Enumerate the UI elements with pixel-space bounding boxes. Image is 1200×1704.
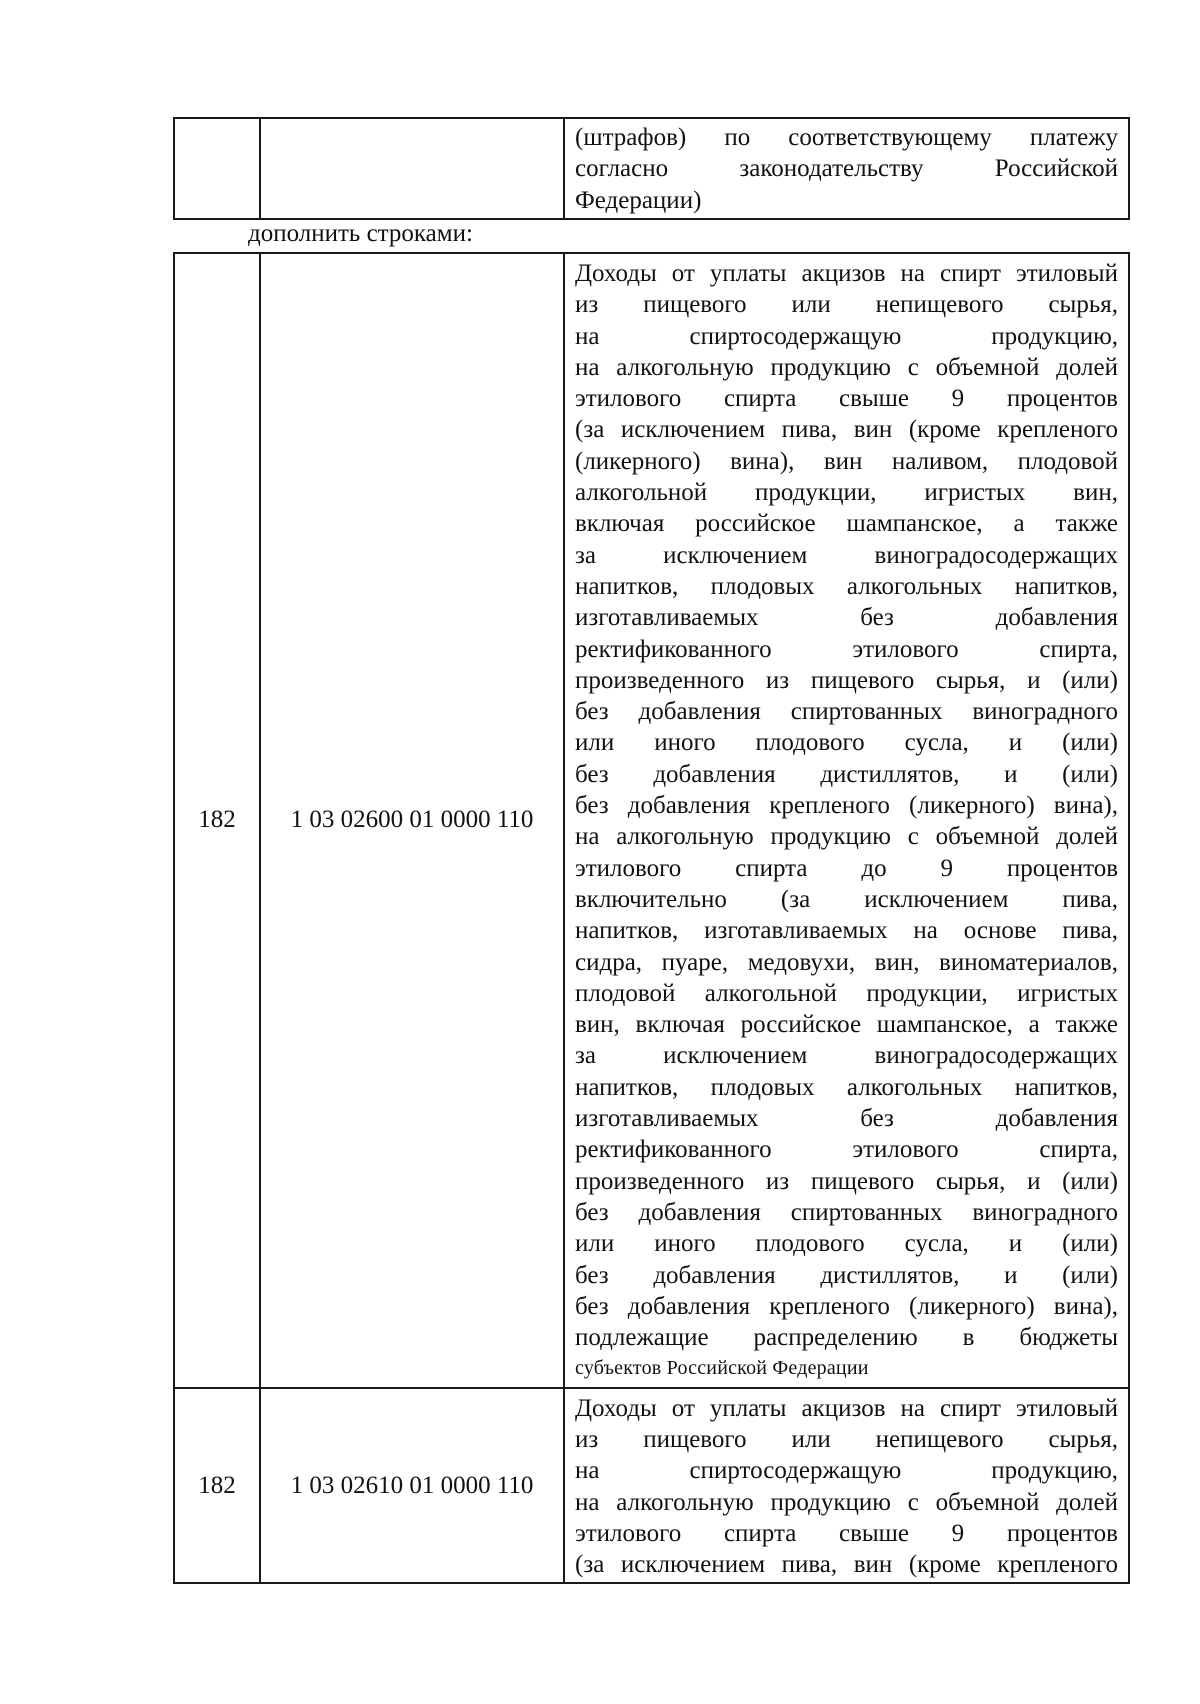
description-line: включая российское шампанское, а также <box>575 510 1118 538</box>
description-cell <box>564 1388 1129 1584</box>
description-line: алкогольной продукции, игристых вин, <box>575 479 1118 507</box>
description-line: ректификованного этилового спирта, <box>575 635 1118 663</box>
instruction-text: дополнить строками: <box>248 220 473 247</box>
description-line: вин, включая российское шампанское, а также <box>575 1011 1118 1039</box>
row-number-cell: 182 <box>174 253 260 1388</box>
table-row <box>174 253 1129 1388</box>
description-cell <box>564 118 1129 219</box>
description-line: изготавливаемых без добавления <box>575 1105 1118 1133</box>
description-line: или иного плодового сусла, и (или) <box>575 729 1118 757</box>
code-cell: 1 03 02600 01 0000 110 <box>260 253 564 1388</box>
description-line: согласно законодательству Российской <box>575 155 1118 183</box>
description-line: за исключением виноградосодержащих <box>575 1042 1118 1070</box>
description-line: Федерации) <box>575 186 702 214</box>
description-line: (за исключением пива, вин (кроме крепленого <box>575 1551 1118 1579</box>
description-line: напитков, плодовых алкогольных напитков, <box>575 1073 1118 1101</box>
description-line: на алкогольную продукцию с объемной долей <box>575 353 1118 381</box>
description-line: без добавления дистиллятов, и (или) <box>575 1261 1118 1289</box>
description-line: без добавления спиртованных виноградного <box>575 698 1118 726</box>
description-line: напитков, плодовых алкогольных напитков, <box>575 572 1118 600</box>
code-cell: 1 03 02610 01 0000 110 <box>260 1388 564 1584</box>
description-line: за исключением виноградосодержащих <box>575 541 1118 569</box>
description-line: субъектов Российской Федерации <box>575 1357 869 1380</box>
table-row <box>174 1388 1129 1584</box>
description-line: произведенного из пищевого сырья, и (или) <box>575 666 1118 694</box>
description-line: (штрафов) по соответствующему платежу <box>575 124 1118 151</box>
description-line: (за исключением пива, вин (кроме крепленого <box>575 416 1118 444</box>
description-line: напитков, изготавливаемых на основе пива, <box>575 917 1118 945</box>
table-row <box>174 118 1129 219</box>
description-line: подлежащие распределению в бюджеты <box>575 1324 1118 1352</box>
added-rows-table <box>173 252 1130 1584</box>
description-line: этилового спирта свыше 9 процентов <box>575 1519 1118 1547</box>
description-line: этилового спирта свыше 9 процентов <box>575 385 1118 413</box>
description-line: на алкогольную продукцию с объемной долей <box>575 1488 1118 1516</box>
description-line: или иного плодового сусла, и (или) <box>575 1230 1118 1258</box>
description-line: (ликерного) вина), вин наливом, плодовой <box>575 447 1118 475</box>
description-line: этилового спирта до 9 процентов <box>575 854 1118 882</box>
row-number-cell: 182 <box>174 1388 260 1584</box>
description-line: Доходы от уплаты акцизов на спирт этиловый <box>575 1394 1118 1422</box>
description-line: без добавления дистиллятов, и (или) <box>575 760 1118 788</box>
description-line: без добавления крепленого (ликерного) вина), <box>575 792 1118 820</box>
description-line: ректификованного этилового спирта, <box>575 1136 1118 1164</box>
description-line: из пищевого или непищевого сырья, <box>575 1425 1118 1453</box>
description-line: на спиртосодержащую продукцию, <box>575 322 1118 350</box>
description-line: на спиртосодержащую продукцию, <box>575 1457 1118 1485</box>
row-number-cell <box>174 118 260 219</box>
description-line: Доходы от уплаты акцизов на спирт этиловый <box>575 260 1118 287</box>
description-line: произведенного из пищевого сырья, и (или) <box>575 1167 1118 1195</box>
description-line: без добавления крепленого (ликерного) вина), <box>575 1292 1118 1320</box>
continued-table <box>173 117 1130 220</box>
description-cell <box>564 253 1129 1388</box>
code-cell <box>260 118 564 219</box>
description-line: изготавливаемых без добавления <box>575 604 1118 632</box>
description-line: включительно (за исключением пива, <box>575 885 1118 913</box>
description-line: сидра, пуаре, медовухи, вин, виноматериалов, <box>575 948 1118 976</box>
description-line: из пищевого или непищевого сырья, <box>575 291 1118 319</box>
description-line: на алкогольную продукцию с объемной долей <box>575 823 1118 851</box>
description-line: плодовой алкогольной продукции, игристых <box>575 979 1118 1007</box>
description-line: без добавления спиртованных виноградного <box>575 1198 1118 1226</box>
